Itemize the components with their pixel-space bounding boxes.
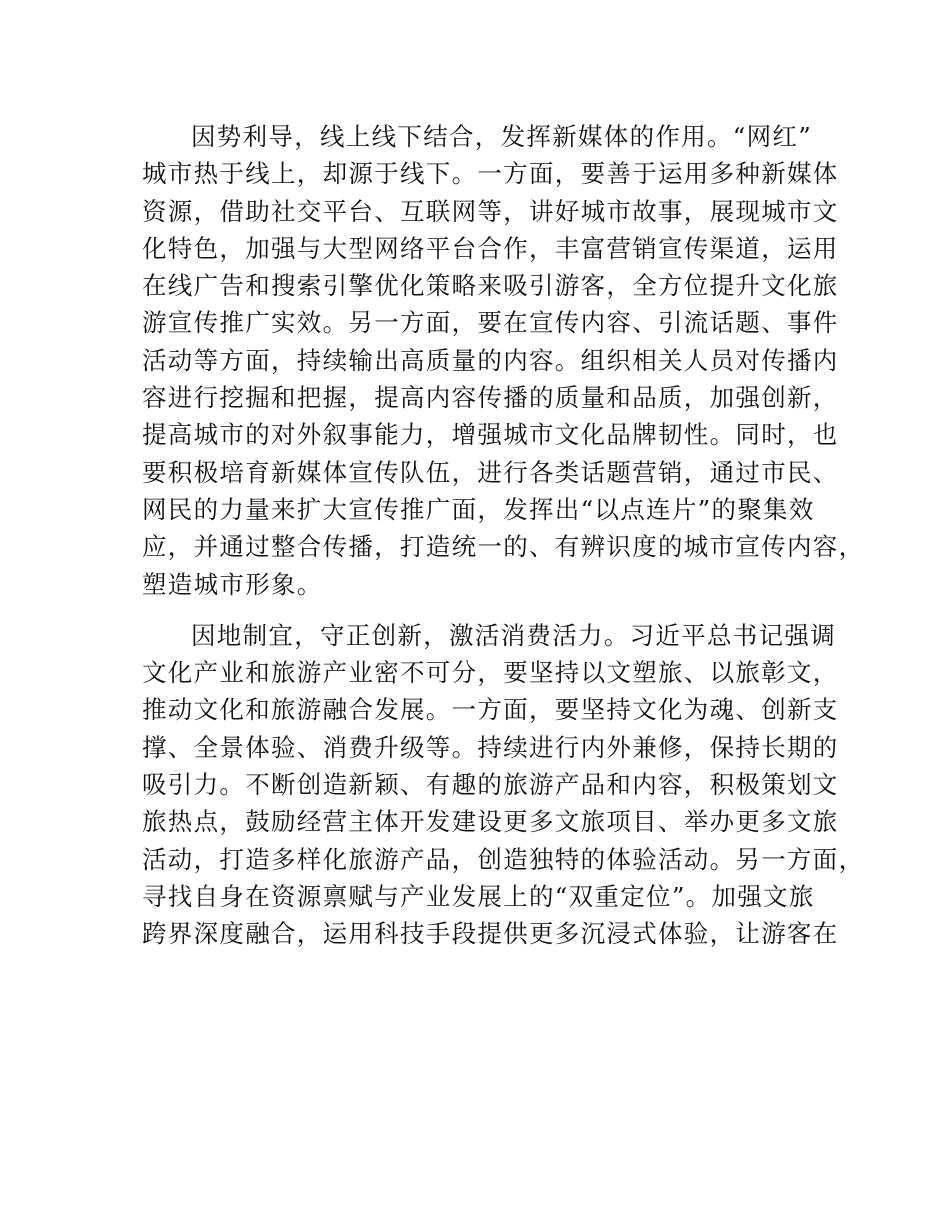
text-line: 寻找自身在资源禀赋与产业发展上的“双重定位”。加强文旅 — [142, 881, 815, 911]
text-line: 在线广告和搜索引擎优化策略来吸引游客，全方位提升文化旅 — [142, 271, 839, 301]
text-line: 资源，借助社交平台、互联网等，讲好城市故事，展现城市文 — [142, 196, 839, 226]
document-body — [142, 118, 865, 953]
text-line: 游宣传推广实效。另一方面，要在宣传内容、引流话题、事件 — [142, 308, 839, 338]
text-line: 因势利导，线上线下结合，发挥新媒体的作用。“网红” — [191, 122, 813, 151]
text-line: 跨界深度融合，运用科技手段提供更多沉浸式体验，让游客在 — [142, 919, 839, 949]
text-line: 提高城市的对外叙事能力，增强城市文化品牌韧性。同时，也 — [142, 420, 839, 450]
paragraph-spacing — [142, 603, 826, 617]
text-line: 撑、全景体验、消费升级等。持续进行内外兼修，保持长期的 — [142, 732, 839, 762]
text-line: 旅热点，鼓励经营主体开发建设更多文旅项目、举办更多文旅 — [142, 807, 839, 837]
text-line: 城市热于线上，却源于线下。一方面，要善于运用多种新媒体 — [142, 159, 839, 189]
text-line: 要积极培育新媒体宣传队伍，进行各类话题营销，通过市民、 — [142, 457, 839, 487]
text-line: 文化产业和旅游产业密不可分，要坚持以文塑旅、以旅彰文， — [142, 658, 839, 688]
paragraph-new-media — [142, 118, 865, 603]
paragraph-consumption — [142, 617, 865, 953]
text-line: 活动，打造多样化旅游产品，创造独特的体验活动。另一方面， — [142, 844, 865, 874]
text-line: 塑造城市形象。 — [142, 569, 323, 599]
text-line: 容进行挖掘和把握，提高内容传播的质量和品质，加强创新， — [142, 383, 839, 413]
text-line: 应，并通过整合传播，打造统一的、有辨识度的城市宣传内容， — [142, 532, 865, 562]
text-line: 推动文化和旅游融合发展。一方面，要坚持文化为魂、创新支 — [142, 695, 839, 725]
text-line: 活动等方面，持续输出高质量的内容。组织相关人员对传播内 — [142, 345, 839, 375]
text-line: 吸引力。不断创造新颖、有趣的旅游产品和内容，积极策划文 — [142, 770, 839, 800]
text-line: 网民的力量来扩大宣传推广面，发挥出“以点连片”的聚集效 — [142, 494, 815, 524]
text-line: 因地制宜，守正创新，激活消费活力。习近平总书记强调 — [191, 620, 836, 650]
text-line: 化特色，加强与大型网络平台合作，丰富营销宣传渠道，运用 — [142, 233, 839, 263]
